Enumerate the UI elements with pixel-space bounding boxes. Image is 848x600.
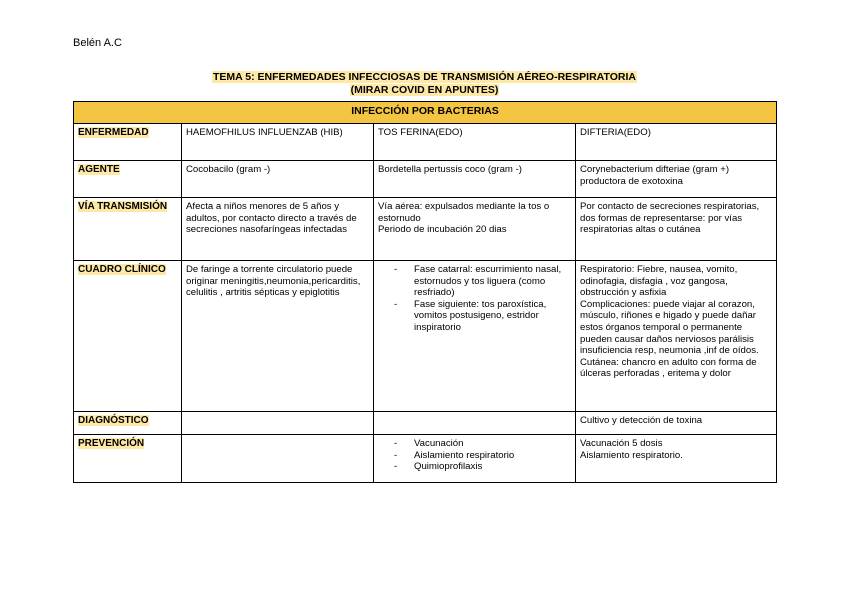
table-cell: TOS FERINA(EDO)	[374, 124, 576, 161]
table-cell: Corynebacterium difteriae (gram +) productora de exotoxina	[576, 161, 777, 198]
disease-table	[73, 101, 777, 483]
table-cell	[374, 435, 576, 483]
list-item: - Fase siguiente: tos paroxística, vomitos postusigeno, estridor inspiratorio	[414, 299, 572, 334]
row-label-text: VÍA TRANSMISIÓN	[78, 201, 168, 212]
row-label-text: DIAGNÓSTICO	[78, 415, 149, 426]
table-cell: DIFTERIA(EDO)	[576, 124, 777, 161]
table-cell	[374, 412, 576, 435]
table-cell	[182, 412, 374, 435]
title-line-2: (MIRAR COVID EN APUNTES)	[350, 84, 499, 96]
table-cell: Afecta a niños menores de 5 años y adultos, por contacto directo a través de secreciones nasofaríngeas infectadas	[182, 198, 374, 261]
table-row-cuadro-clinico	[74, 261, 777, 412]
document-title	[73, 71, 776, 97]
table-row-prevencion	[74, 435, 777, 483]
table-row-via-transmision	[74, 198, 777, 261]
list-item: - Fase catarral: escurrimiento nasal, estornudos y tos liguera (como resfriado)	[414, 264, 572, 299]
row-label	[74, 435, 182, 483]
table-row-enfermedad	[74, 124, 777, 161]
row-label	[74, 412, 182, 435]
row-label-text: PREVENCIÓN	[78, 438, 145, 449]
title-line-1: TEMA 5: ENFERMEDADES INFECCIOSAS DE TRANSMISIÓN AÉREO-RESPIRATORIA	[213, 71, 636, 83]
table-cell: Vía aérea: expulsados mediante la tos o estornudo Periodo de incubación 20 dias	[374, 198, 576, 261]
row-label-text: CUADRO CLÍNICO	[78, 264, 166, 275]
table-cell: Vacunación 5 dosis Aislamiento respiratorio.	[576, 435, 777, 483]
row-label-text: AGENTE	[78, 164, 120, 175]
table-row-agente	[74, 161, 777, 198]
table-cell: Cocobacilo (gram -)	[182, 161, 374, 198]
row-label	[74, 124, 182, 161]
table-cell: De faringe a torrente circulatorio puede originar meningitis,neumonia,pericarditis, celulitis , artritis sépticas y epiglotitis	[182, 261, 374, 412]
prevention-list	[378, 438, 572, 473]
table-cell: HAEMOFHILUS INFLUENZAB (HIB)	[182, 124, 374, 161]
table-cell	[182, 435, 374, 483]
table-cell: Por contacto de secreciones respiratorias, dos formas de representarse: por vías respiratorias altas o cutánea	[576, 198, 777, 261]
list-item: - Quimioprofilaxis	[414, 461, 572, 473]
table-row-diagnostico	[74, 412, 777, 435]
list-item: - Vacunación	[414, 438, 572, 450]
row-label	[74, 261, 182, 412]
table-header: INFECCIÓN POR BACTERIAS	[74, 102, 777, 124]
list-item: - Aislamiento respiratorio	[414, 450, 572, 462]
row-label	[74, 161, 182, 198]
row-label-text: ENFERMEDAD	[78, 127, 149, 138]
table-cell: Bordetella pertussis coco (gram -)	[374, 161, 576, 198]
table-cell	[374, 261, 576, 412]
table-cell: Cultivo y detección de toxina	[576, 412, 777, 435]
row-label	[74, 198, 182, 261]
table-cell: Respiratorio: Fiebre, nausea, vomito, odinofagia, disfagia , voz gangosa, obstrucción y asfixia Complicaciones: puede viajar al corazon, músculo, riñones e higado y puede dañar estos órganos temporal o permanente pueden causar daños nerviosos parálisis insuficiencia resp, neumonia ,inf de oídos. Cutánea: chancro en adulto con forma de úlceras perforadas , eritema y dolor	[576, 261, 777, 412]
symptom-phase-list	[378, 264, 572, 334]
author-name: Belén A.C	[73, 37, 122, 49]
